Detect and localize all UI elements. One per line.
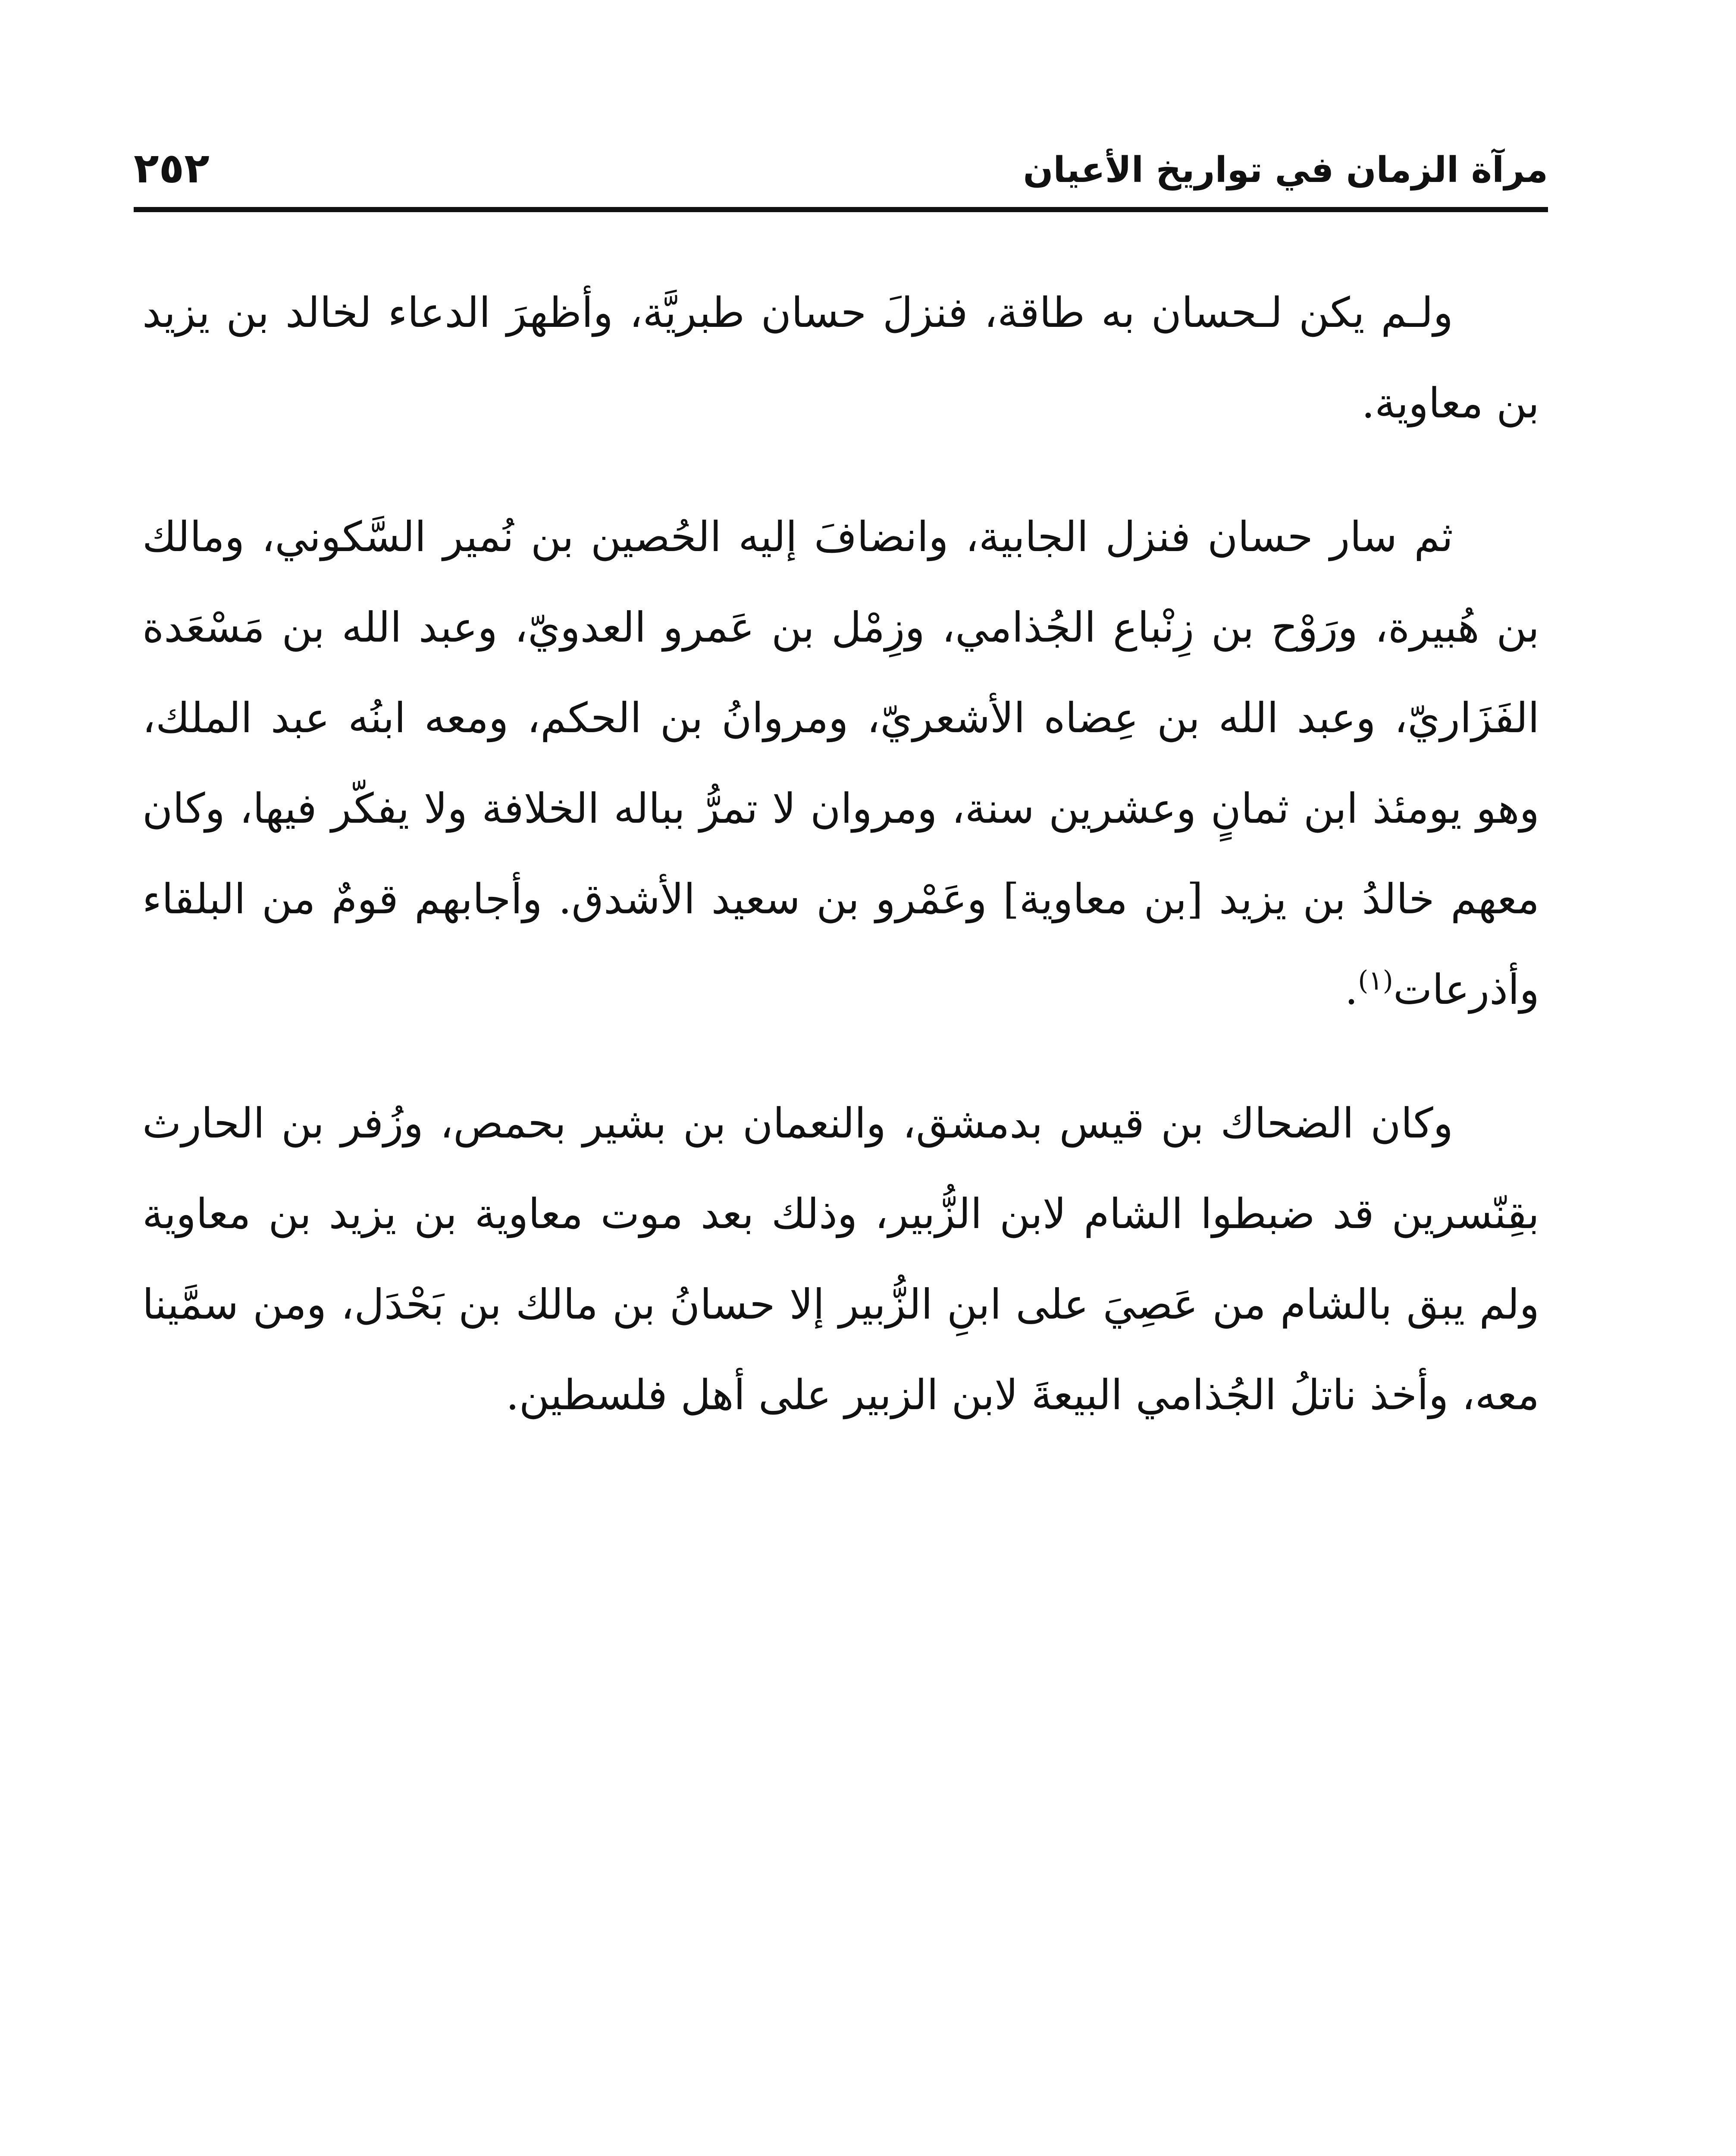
- paragraph-1: [142, 267, 1539, 448]
- paragraph-3: [142, 1078, 1539, 1440]
- page-number: ٢٥٢: [134, 144, 210, 192]
- footnote-reference[interactable]: (١): [1358, 965, 1393, 996]
- paragraph-1-text: ولـم يكن لـحسان به طاقة، فنزلَ حسان طبريَّة، وأظهرَ الدعاء لخالد بن يزيد بن معاوية.: [142, 288, 1539, 427]
- paragraph-2: [142, 492, 1539, 1035]
- header-rule: [134, 207, 1548, 212]
- paragraph-3-text: وكان الضحاك بن قيس بدمشق، والنعمان بن بشير بحمص، وزُفر بن الحارث بقِنّسرين قد ضبطوا الشام لابن الزُّبير، وذلك بعد موت معاوية بن يزيد بن معاوية ولم يبق بالشام من عَصِيَ على ابنِ الزُّبير إلا حسانُ بن مالك بن بَحْدَل، ومن سمَّينا معه، وأخذ ناتلُ الجُذامي البيعةَ لابن الزبير على أهل فلسطين.: [142, 1099, 1540, 1419]
- paragraph-2-end: .: [1344, 965, 1358, 1014]
- body-text: [142, 267, 1539, 1483]
- page-header: [134, 142, 1548, 198]
- running-title: مرآة الزمان في تواريخ الأعيان: [1023, 150, 1548, 191]
- paragraph-2-text: ثم سار حسان فنزل الجابية، وانضافَ إليه الحُصين بن نُمير السَّكوني، ومالك بن هُبيرة، ورَوْح بن زِنْباع الجُذامي، وزِمْل بن عَمرو العدويّ، وعبد الله بن مَسْعَدة الفَزَاريّ، وعبد الله بن عِضاه الأشعريّ، ومروانُ بن الحكم، ومعه ابنُه عبد الملك، وهو يومئذ ابن ثمانٍ وعشرين سنة، ومروان لا تمرُّ بباله الخلافة ولا يفكّر فيها، وكان معهم خالدُ بن يزيد [بن معاوية] وعَمْرو بن سعيد الأشدق. وأجابهم قومٌ من البلقاء وأذرعات: [142, 513, 1540, 1014]
